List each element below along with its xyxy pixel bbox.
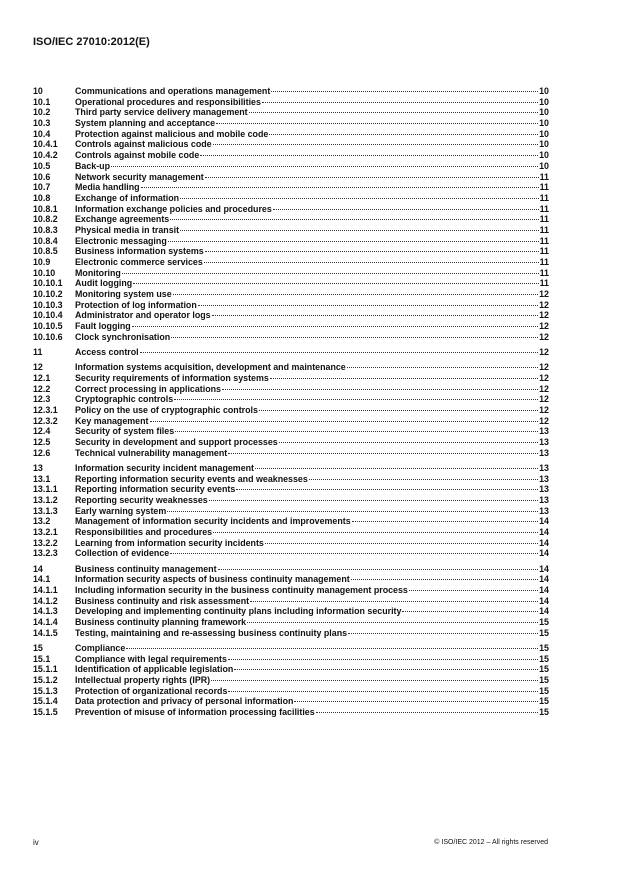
dot-leader <box>262 102 538 103</box>
toc-entry-page: 13 <box>539 473 549 484</box>
dot-leader <box>175 431 538 432</box>
toc-entry[interactable] <box>33 107 549 118</box>
dot-leader <box>141 187 539 188</box>
toc-entry-number: 14.1.2 <box>33 595 58 606</box>
toc-entry-page: 11 <box>539 257 549 267</box>
toc-entry-number: 10.8.1 <box>33 203 58 214</box>
toc-entry-number: 12 <box>33 362 43 373</box>
dot-leader <box>122 273 539 274</box>
dot-leader <box>205 177 539 178</box>
toc-entry-title: Electronic commerce services <box>75 257 203 267</box>
dot-leader <box>347 367 538 368</box>
toc-entry[interactable] <box>33 538 549 549</box>
toc-entry[interactable] <box>33 289 549 300</box>
toc-entry-title: Fault logging <box>75 321 131 332</box>
toc-entry[interactable] <box>33 585 549 596</box>
toc-entry-number: 10.10.6 <box>33 331 63 342</box>
toc-entry-page: 12 <box>539 321 549 332</box>
dot-leader <box>236 489 538 490</box>
toc-entry[interactable] <box>33 384 549 395</box>
toc-entry-title: Business continuity planning framework <box>75 617 247 627</box>
toc-entry-page: 12 <box>539 347 549 357</box>
toc-entry[interactable] <box>33 394 549 405</box>
toc-entry-page: 12 <box>539 404 549 415</box>
toc-entry-title: Back-up <box>75 160 111 171</box>
dot-leader <box>204 262 539 263</box>
toc-entry[interactable] <box>33 97 549 108</box>
toc-entry[interactable] <box>33 257 549 268</box>
toc-entry-title: Exchange of information <box>75 192 180 203</box>
toc-entry[interactable] <box>33 225 549 236</box>
toc-entry-page: 11 <box>539 214 549 225</box>
toc-entry[interactable] <box>33 321 549 332</box>
toc-entry-title: Including information security in the business continuity management process <box>75 584 408 595</box>
toc-section-group <box>33 347 549 358</box>
toc-entry[interactable] <box>33 628 549 639</box>
toc-entry-number: 13.1 <box>33 473 51 484</box>
toc-entry-title: Protection of log information <box>75 299 197 310</box>
toc-entry-title: Information security aspects of business continuity management <box>75 574 350 585</box>
dot-leader <box>167 511 538 512</box>
toc-entry-title: Business continuity management <box>75 563 217 574</box>
toc-entry-page: 11 <box>539 224 549 235</box>
toc-entry-title: Business continuity and risk assessment <box>75 595 250 606</box>
toc-entry-page: 14 <box>539 563 549 574</box>
toc-entry-title: Identification of applicable legislation <box>75 664 234 675</box>
toc-entry[interactable] <box>33 606 549 617</box>
toc-entry-number: 13.2 <box>33 516 51 527</box>
toc-entry-page: 11 <box>539 246 549 257</box>
dot-leader <box>173 294 538 295</box>
dot-leader <box>170 553 538 554</box>
toc-entry-page: 14 <box>539 537 549 548</box>
toc-entry-number: 14.1.3 <box>33 606 58 617</box>
toc-entry-title: Compliance <box>75 642 126 653</box>
toc-entry-title: Controls against malicious code <box>75 139 212 150</box>
toc-entry-number: 12.6 <box>33 447 51 458</box>
toc-entry-title: Key management <box>75 415 149 426</box>
toc-entry-number: 15.1.3 <box>33 685 58 696</box>
toc-entry-number: 10.10.3 <box>33 299 63 310</box>
dot-leader <box>265 543 538 544</box>
toc-entry[interactable] <box>33 448 549 459</box>
toc-entry-page: 12 <box>539 362 549 373</box>
toc-entry-title: Protection against malicious and mobile code <box>75 128 269 139</box>
toc-entry-page: 12 <box>539 331 549 342</box>
dot-leader <box>180 198 539 199</box>
toc-entry-number: 10.9 <box>33 257 51 267</box>
toc-entry-title: Exchange agreements <box>75 214 170 225</box>
toc-entry-number: 13.2.1 <box>33 527 58 537</box>
dot-leader <box>140 352 538 353</box>
dot-leader <box>294 701 538 702</box>
toc-entry-number: 10.7 <box>33 182 51 193</box>
toc-entry-title: Information security incident management <box>75 462 255 473</box>
toc-entry-number: 14.1.1 <box>33 584 58 595</box>
toc-entry-page: 10 <box>539 139 549 150</box>
toc-entry-page: 14 <box>539 595 549 606</box>
toc-entry-number: 15.1.2 <box>33 674 58 685</box>
dot-leader <box>247 622 538 623</box>
dot-leader <box>126 648 538 649</box>
toc-entry-number: 10.10.4 <box>33 310 63 321</box>
dot-leader <box>171 337 538 338</box>
dot-leader <box>351 579 538 580</box>
toc-section-group <box>33 564 549 639</box>
toc-entry[interactable] <box>33 310 549 321</box>
toc-entry-page: 12 <box>539 394 549 405</box>
toc-entry-number: 10.3 <box>33 118 51 129</box>
dot-leader <box>259 410 538 411</box>
toc-entry-number: 10.2 <box>33 107 51 118</box>
toc-entry-page: 11 <box>539 235 549 246</box>
dot-leader <box>213 144 539 145</box>
toc-entry-title: Monitoring <box>75 267 121 278</box>
toc-entry-title: Management of information security incidents and improvements <box>75 516 351 527</box>
toc-entry-page: 11 <box>539 182 549 193</box>
toc-entry[interactable] <box>33 516 549 527</box>
toc-entry-number: 10 <box>33 86 43 96</box>
toc-entry-number: 13.1.2 <box>33 494 58 505</box>
toc-entry[interactable] <box>33 236 549 247</box>
toc-entry-page: 12 <box>539 310 549 321</box>
toc-entry[interactable] <box>33 574 549 585</box>
toc-entry[interactable] <box>33 426 549 437</box>
toc-entry-number: 12.2 <box>33 383 51 394</box>
toc-entry-page: 15 <box>539 674 549 685</box>
toc-entry[interactable] <box>33 437 549 448</box>
dot-leader <box>132 326 538 327</box>
toc-entry-title: Media handling <box>75 182 140 193</box>
toc-entry[interactable] <box>33 596 549 607</box>
toc-entry-page: 11 <box>539 203 549 214</box>
toc-entry-number: 15.1.1 <box>33 664 58 675</box>
toc-entry-number: 14.1.5 <box>33 627 58 638</box>
toc-entry-page: 13 <box>539 484 549 495</box>
dot-leader <box>270 378 538 379</box>
toc-entry-page: 15 <box>539 642 549 653</box>
toc-entry[interactable] <box>33 129 549 140</box>
toc-entry-page: 10 <box>539 150 549 161</box>
toc-entry-number: 10.4.2 <box>33 150 58 161</box>
toc-entry-title: Reporting information security events <box>75 484 236 495</box>
toc-entry[interactable] <box>33 564 549 575</box>
toc-entry-page: 15 <box>539 653 549 664</box>
toc-entry-page: 13 <box>539 494 549 505</box>
toc-entry-page: 12 <box>539 415 549 426</box>
toc-entry-title: Learning from information security incidents <box>75 537 264 548</box>
toc-entry[interactable] <box>33 246 549 257</box>
toc-entry-number: 12.1 <box>33 372 51 383</box>
toc-entry-title: Correct processing in applications <box>75 383 221 394</box>
toc-entry[interactable] <box>33 161 549 172</box>
dot-leader <box>273 209 539 210</box>
toc-entry-page: 12 <box>539 383 549 394</box>
toc-entry-number: 10.8.4 <box>33 235 58 246</box>
toc-entry-title: Physical media in transit <box>75 224 180 235</box>
toc-entry-number: 12.3 <box>33 394 51 405</box>
toc-entry-page: 10 <box>539 107 549 118</box>
toc-entry[interactable] <box>33 474 549 485</box>
toc-entry[interactable] <box>33 686 549 697</box>
toc-entry-page: 14 <box>539 516 549 527</box>
toc-entry-page: 10 <box>539 160 549 171</box>
toc-entry-title: Testing, maintaining and re-assessing business continuity plans <box>75 627 348 638</box>
toc-entry-number: 15.1 <box>33 653 51 664</box>
toc-entry[interactable] <box>33 675 549 686</box>
toc-entry-title: Security of system files <box>75 426 175 437</box>
toc-entry-number: 10.10 <box>33 267 56 278</box>
toc-entry[interactable] <box>33 654 549 665</box>
toc-entry-title: Communications and operations management <box>75 86 271 96</box>
dot-leader <box>249 112 538 113</box>
toc-entry-page: 14 <box>539 527 549 537</box>
toc-entry-number: 15.1.5 <box>33 707 58 717</box>
toc-entry-page: 13 <box>539 426 549 437</box>
toc-entry[interactable] <box>33 150 549 161</box>
toc-entry[interactable] <box>33 696 549 707</box>
toc-entry-number: 13.1.1 <box>33 484 58 495</box>
dot-leader <box>150 421 539 422</box>
toc-entry[interactable] <box>33 86 549 97</box>
toc-entry-title: Clock synchronisation <box>75 331 171 342</box>
toc-entry-number: 10.10.1 <box>33 278 63 289</box>
dot-leader <box>174 399 538 400</box>
dot-leader <box>209 500 538 501</box>
toc-entry[interactable] <box>33 643 549 654</box>
dot-leader <box>211 680 538 681</box>
toc-entry[interactable] <box>33 463 549 474</box>
toc-entry[interactable] <box>33 332 549 343</box>
toc-entry-number: 10.4.1 <box>33 139 58 150</box>
toc-entry-number: 12.3.1 <box>33 404 58 415</box>
toc-entry-page: 15 <box>539 627 549 638</box>
dot-leader <box>228 691 538 692</box>
toc-entry[interactable] <box>33 268 549 279</box>
toc-entry-number: 10.6 <box>33 171 51 182</box>
toc-entry-title: Protection of organizational records <box>75 685 228 696</box>
toc-entry-number: 10.1 <box>33 96 51 107</box>
dot-leader <box>269 134 538 135</box>
toc-entry-number: 13.1.3 <box>33 505 58 516</box>
toc-entry-page: 10 <box>539 128 549 139</box>
dot-leader <box>216 123 538 124</box>
toc-entry-page: 11 <box>539 278 549 289</box>
toc-entry-page: 12 <box>539 289 549 300</box>
toc-entry-title: Reporting information security events and weaknesses <box>75 473 308 484</box>
toc-entry-title: Policy on the use of cryptographic controls <box>75 404 258 415</box>
toc-entry-title: Collection of evidence <box>75 548 170 559</box>
toc-section-group <box>33 463 549 559</box>
dot-leader <box>133 283 538 284</box>
dot-leader <box>228 453 538 454</box>
toc-entry[interactable] <box>33 506 549 517</box>
dot-leader <box>212 315 539 316</box>
toc-entry[interactable] <box>33 495 549 506</box>
toc-entry[interactable] <box>33 416 549 427</box>
toc-entry-page: 15 <box>539 664 549 675</box>
toc-entry-page: 11 <box>539 192 549 203</box>
toc-entry-page: 10 <box>539 86 549 96</box>
toc-entry-title: Information systems acquisition, development and maintenance <box>75 362 346 373</box>
toc-entry-page: 11 <box>539 267 549 278</box>
toc-section-group <box>33 86 549 343</box>
table-of-contents <box>33 86 549 722</box>
dot-leader <box>213 532 538 533</box>
dot-leader <box>402 611 538 612</box>
toc-entry-title: Technical vulnerability management <box>75 447 228 458</box>
toc-entry[interactable] <box>33 548 549 559</box>
toc-entry[interactable] <box>33 204 549 215</box>
toc-entry-number: 14.1.4 <box>33 617 58 627</box>
toc-entry[interactable] <box>33 664 549 675</box>
toc-entry-page: 11 <box>539 171 549 182</box>
toc-entry-title: Access control <box>75 347 139 357</box>
toc-entry[interactable] <box>33 373 549 384</box>
toc-entry-title: Cryptographic controls <box>75 394 174 405</box>
toc-entry-number: 10.10.5 <box>33 321 63 332</box>
dot-leader <box>222 389 538 390</box>
toc-entry[interactable] <box>33 182 549 193</box>
toc-entry[interactable] <box>33 214 549 225</box>
toc-entry-number: 12.4 <box>33 426 51 437</box>
toc-entry-number: 10.8 <box>33 192 51 203</box>
dot-leader <box>348 633 538 634</box>
toc-entry-number: 14 <box>33 563 43 574</box>
toc-entry-title: Network security management <box>75 171 204 182</box>
toc-entry-title: Prevention of misuse of information processing facilities <box>75 707 315 717</box>
dot-leader <box>271 91 538 92</box>
dot-leader <box>309 479 538 480</box>
toc-entry-page: 14 <box>539 584 549 595</box>
dot-leader <box>205 251 539 252</box>
toc-entry-page: 10 <box>539 96 549 107</box>
toc-entry[interactable] <box>33 527 549 538</box>
toc-entry-page: 13 <box>539 462 549 473</box>
toc-entry-number: 10.8.2 <box>33 214 58 225</box>
toc-entry-title: Electronic messaging <box>75 235 167 246</box>
toc-entry[interactable] <box>33 300 549 311</box>
dot-leader <box>218 569 539 570</box>
toc-entry-number: 15 <box>33 642 43 653</box>
toc-entry-page: 13 <box>539 505 549 516</box>
toc-entry-page: 15 <box>539 696 549 707</box>
toc-entry-page: 14 <box>539 574 549 585</box>
toc-entry[interactable] <box>33 707 549 718</box>
dot-leader <box>250 601 538 602</box>
toc-entry-number: 15.1.4 <box>33 696 58 707</box>
toc-entry[interactable] <box>33 139 549 150</box>
toc-entry-number: 10.8.5 <box>33 246 58 257</box>
toc-entry[interactable] <box>33 118 549 129</box>
toc-entry-page: 15 <box>539 707 549 717</box>
toc-entry-title: Business information systems <box>75 246 204 257</box>
toc-entry-page: 13 <box>539 437 549 447</box>
toc-entry-number: 10.10.2 <box>33 289 63 300</box>
toc-entry-page: 12 <box>539 372 549 383</box>
dot-leader <box>198 305 538 306</box>
page-number: iv <box>33 838 39 847</box>
dot-leader <box>111 166 538 167</box>
dot-leader <box>316 712 538 713</box>
dot-leader <box>228 659 538 660</box>
toc-entry-title: Security requirements of information systems <box>75 372 269 383</box>
toc-entry-title: Intellectual property rights (IPR) <box>75 674 211 685</box>
toc-entry-number: 13 <box>33 462 43 473</box>
copyright-notice: © ISO/IEC 2012 – All rights reserved <box>434 839 548 846</box>
dot-leader <box>234 669 538 670</box>
toc-entry-page: 14 <box>539 548 549 559</box>
toc-entry-title: Audit logging <box>75 278 133 289</box>
toc-entry-title: Data protection and privacy of personal information <box>75 696 294 707</box>
toc-entry-number: 10.5 <box>33 160 51 171</box>
toc-entry-title: Administrator and operator logs <box>75 310 211 321</box>
toc-entry-number: 12.3.2 <box>33 415 58 426</box>
toc-entry[interactable] <box>33 405 549 416</box>
toc-entry-number: 13.2.2 <box>33 537 58 548</box>
toc-entry-page: 10 <box>539 118 549 129</box>
toc-entry-title: Information exchange policies and procedures <box>75 203 272 214</box>
toc-entry[interactable] <box>33 172 549 183</box>
toc-entry-page: 12 <box>539 299 549 310</box>
toc-entry[interactable] <box>33 484 549 495</box>
toc-entry-number: 10.4 <box>33 128 51 139</box>
toc-entry-title: System planning and acceptance <box>75 118 216 129</box>
dot-leader <box>200 155 538 156</box>
toc-entry[interactable] <box>33 362 549 373</box>
toc-entry-page: 15 <box>539 685 549 696</box>
toc-entry-page: 14 <box>539 606 549 617</box>
dot-leader <box>255 468 538 469</box>
toc-entry-number: 14.1 <box>33 574 51 585</box>
dot-leader <box>352 521 538 522</box>
toc-section-group <box>33 643 549 718</box>
toc-entry[interactable] <box>33 347 549 358</box>
toc-entry-title: Reporting security weaknesses <box>75 494 208 505</box>
dot-leader <box>170 219 538 220</box>
dot-leader <box>279 442 538 443</box>
toc-entry-number: 12.5 <box>33 437 51 447</box>
dot-leader <box>180 230 539 231</box>
toc-entry-title: Compliance with legal requirements <box>75 653 227 664</box>
toc-entry-number: 13.2.3 <box>33 548 58 559</box>
toc-entry-title: Responsibilities and procedures <box>75 527 213 537</box>
toc-entry-number: 11 <box>33 347 43 357</box>
toc-entry-page: 15 <box>539 617 549 627</box>
toc-section-group <box>33 362 549 458</box>
toc-entry-page: 13 <box>539 447 549 458</box>
dot-leader <box>409 590 538 591</box>
toc-entry-title: Security in development and support processes <box>75 437 278 447</box>
toc-entry-title: Developing and implementing continuity plans including information security <box>75 606 402 617</box>
document-header: ISO/IEC 27010:2012(E) <box>33 36 150 48</box>
toc-entry-title: Early warning system <box>75 505 167 516</box>
toc-entry-number: 10.8.3 <box>33 224 58 235</box>
dot-leader <box>168 241 539 242</box>
toc-entry[interactable] <box>33 193 549 204</box>
toc-entry-title: Monitoring system use <box>75 289 172 300</box>
toc-entry-title: Operational procedures and responsibilities <box>75 96 261 107</box>
toc-entry[interactable] <box>33 278 549 289</box>
toc-entry-title: Third party service delivery management <box>75 107 248 118</box>
toc-entry[interactable] <box>33 617 549 628</box>
toc-entry-title: Controls against mobile code <box>75 150 200 161</box>
